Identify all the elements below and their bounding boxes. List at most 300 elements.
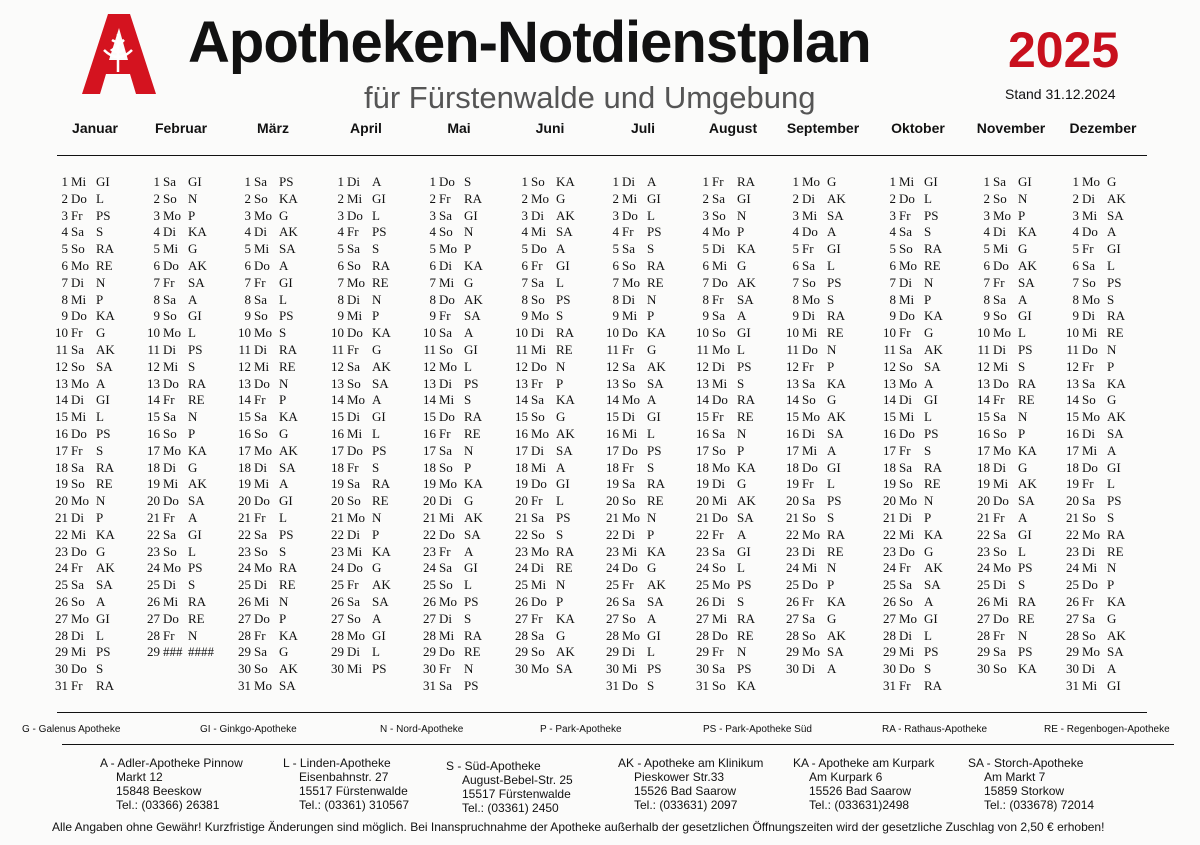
pharmacy-code: PS xyxy=(556,509,571,525)
pharmacy-code: RE xyxy=(279,577,296,593)
day-row xyxy=(779,476,846,493)
pharmacy-code: L xyxy=(96,190,104,206)
day-number: 17 xyxy=(423,442,436,458)
day-row xyxy=(48,258,115,275)
day-number: 31 xyxy=(696,677,709,693)
day-row xyxy=(876,476,943,493)
weekday: Di xyxy=(254,224,267,240)
weekday: Do xyxy=(622,560,638,576)
day-row xyxy=(970,460,1037,477)
day-row xyxy=(508,443,575,460)
pharmacy-code: AK xyxy=(279,442,298,458)
weekday: Mo xyxy=(254,677,273,693)
day-row xyxy=(508,409,575,426)
day-row xyxy=(779,308,846,325)
weekday: So xyxy=(531,174,545,189)
weekday: Do xyxy=(347,207,363,223)
pharmacy-code: L xyxy=(924,409,932,425)
pharmacy-code: N xyxy=(737,207,747,223)
pharmacy-code: S xyxy=(1107,291,1115,307)
weekday: Sa xyxy=(347,358,360,374)
pharmacy-code: P xyxy=(372,308,380,324)
pharmacy-code: GI xyxy=(279,493,293,509)
pharmacy-code: L xyxy=(924,190,932,206)
day-number: 17 xyxy=(786,442,799,458)
day-number: 1 xyxy=(244,174,251,189)
day-number: 23 xyxy=(1066,543,1079,559)
weekday: Mo xyxy=(802,291,821,307)
day-row xyxy=(779,544,846,561)
day-row xyxy=(48,628,115,645)
day-number: 19 xyxy=(238,476,251,492)
day-number: 5 xyxy=(612,241,619,257)
page-title: Apotheken-Notdienstplan xyxy=(188,10,871,75)
day-row xyxy=(599,174,666,191)
pharmacy-code: S xyxy=(372,459,380,475)
weekday: Mo xyxy=(802,644,821,660)
weekday: Fr xyxy=(993,392,1005,408)
day-number: 4 xyxy=(889,224,896,240)
day-number: 16 xyxy=(883,425,896,441)
day-number: 29 xyxy=(423,644,436,660)
pharmacy-code: RE xyxy=(924,257,941,273)
weekday: Mo xyxy=(802,526,821,542)
pharmacy-code: RA xyxy=(924,459,943,475)
day-number: 13 xyxy=(883,375,896,391)
day-row xyxy=(970,644,1037,661)
day-row xyxy=(779,594,846,611)
pharmacy-code: RE xyxy=(556,560,573,576)
day-row xyxy=(689,460,756,477)
pharmacy-code: PS xyxy=(464,677,479,693)
day-number: 18 xyxy=(55,459,68,475)
day-number: 1 xyxy=(889,174,896,189)
day-row xyxy=(416,611,483,628)
day-number: 15 xyxy=(515,409,528,425)
weekday: Do xyxy=(802,459,818,475)
weekday: Mo xyxy=(1082,644,1101,660)
weekday: Fr xyxy=(1082,593,1094,609)
day-number: 11 xyxy=(331,341,344,357)
weekday: So xyxy=(254,308,268,324)
day-number: 13 xyxy=(423,375,436,391)
pharmacy-code: SA xyxy=(279,241,296,257)
pharmacy-code: PS xyxy=(372,442,387,458)
day-row xyxy=(970,342,1037,359)
legend-top-rule xyxy=(57,712,1147,713)
day-row xyxy=(876,325,943,342)
pharmacy-code: G xyxy=(96,543,106,559)
day-row xyxy=(48,678,115,695)
day-row xyxy=(779,426,846,443)
day-row xyxy=(508,594,575,611)
day-row xyxy=(324,460,391,477)
pharmacy-code: AK xyxy=(1018,257,1037,273)
pharmacy-code: P xyxy=(96,509,104,525)
pharmacy-code: N xyxy=(464,224,474,240)
pharmacy-code: RE xyxy=(827,543,844,559)
day-number: 28 xyxy=(696,627,709,643)
weekday: Sa xyxy=(439,207,452,223)
day-row xyxy=(689,628,756,645)
day-row xyxy=(48,644,115,661)
day-number: 28 xyxy=(1066,627,1079,643)
weekday: Do xyxy=(802,224,818,240)
pharmacy-code: KA xyxy=(924,526,943,542)
pharmacy-code: SA xyxy=(279,459,296,475)
weekday: Do xyxy=(163,375,179,391)
day-row xyxy=(48,560,115,577)
pharmacy-code: PS xyxy=(737,577,752,593)
day-number: 20 xyxy=(977,493,990,509)
pharmacy-card-storch xyxy=(968,756,1094,812)
weekday: Fr xyxy=(254,627,266,643)
pharmacy-code: G xyxy=(372,341,382,357)
day-number: 25 xyxy=(696,577,709,593)
pharmacy-code: RE xyxy=(1018,392,1035,408)
weekday: Mo xyxy=(347,509,366,525)
day-number: 15 xyxy=(883,409,896,425)
day-number: 3 xyxy=(792,207,799,223)
day-row xyxy=(970,476,1037,493)
day-number: 15 xyxy=(55,409,68,425)
pharmacy-code: GI xyxy=(924,392,938,408)
day-number: 18 xyxy=(1066,459,1079,475)
pharmacy-code: P xyxy=(464,459,472,475)
weekday: Fr xyxy=(531,610,543,626)
day-number: 3 xyxy=(702,207,709,223)
stand-date: Stand 31.12.2024 xyxy=(1005,86,1116,102)
weekday: Mi xyxy=(163,241,179,257)
weekday: Sa xyxy=(622,358,635,374)
day-row xyxy=(689,191,756,208)
day-row xyxy=(416,392,483,409)
day-row xyxy=(876,208,943,225)
day-row xyxy=(416,460,483,477)
day-row xyxy=(970,275,1037,292)
pharmacy-code: G xyxy=(1018,459,1028,475)
day-row xyxy=(970,527,1037,544)
weekday: Mi xyxy=(712,610,728,626)
day-row xyxy=(779,493,846,510)
weekday: Do xyxy=(163,493,179,509)
day-number: 4 xyxy=(612,224,619,240)
pharmacy-city: 15526 Bad Saarow xyxy=(809,784,912,798)
day-row xyxy=(876,628,943,645)
weekday: Mi xyxy=(622,425,638,441)
pharmacy-code: G xyxy=(924,543,934,559)
day-row xyxy=(876,224,943,241)
weekday: Mo xyxy=(71,493,90,509)
pharmacy-code: A xyxy=(647,392,657,408)
day-number: 21 xyxy=(883,509,896,525)
pharmacy-name: L - Linden-Apotheke xyxy=(283,756,391,770)
day-number: 29 xyxy=(696,644,709,660)
day-row xyxy=(324,644,391,661)
day-row xyxy=(1059,443,1126,460)
pharmacy-code: L xyxy=(1018,543,1026,559)
pharmacy-code: RE xyxy=(464,425,481,441)
day-row xyxy=(689,661,756,678)
day-number: 24 xyxy=(147,560,160,576)
day-row xyxy=(324,308,391,325)
month-column-mai xyxy=(416,174,483,695)
day-row xyxy=(231,527,298,544)
weekday: Fr xyxy=(622,459,634,475)
pharmacy-code: KA xyxy=(1018,442,1037,458)
day-row xyxy=(876,544,943,561)
day-row xyxy=(599,544,666,561)
pharmacy-code: P xyxy=(1107,577,1115,593)
weekday: Do xyxy=(622,442,638,458)
pharmacy-code: AK xyxy=(96,560,115,576)
weekday: Mi xyxy=(71,526,87,542)
weekday: Di xyxy=(622,174,635,189)
weekday: Mo xyxy=(712,459,731,475)
weekday: Do xyxy=(993,375,1009,391)
day-row xyxy=(779,510,846,527)
legend-bottom-rule xyxy=(62,744,1174,745)
legend-item-re: RE - Regenbogen-Apotheke xyxy=(1044,724,1170,735)
day-number: 26 xyxy=(1066,593,1079,609)
pharmacy-code: S xyxy=(737,593,745,609)
day-row xyxy=(876,191,943,208)
day-row xyxy=(140,577,214,594)
day-row xyxy=(599,359,666,376)
day-number: 15 xyxy=(786,409,799,425)
weekday: Mo xyxy=(163,442,182,458)
weekday: Di xyxy=(712,593,725,609)
day-number: 6 xyxy=(792,257,799,273)
pharmacy-code: S xyxy=(924,661,932,677)
day-number: 5 xyxy=(889,241,896,257)
day-row xyxy=(140,376,214,393)
weekday: Mi xyxy=(622,190,638,206)
pharmacy-code: PS xyxy=(188,560,203,576)
day-number: 1 xyxy=(1072,174,1079,189)
weekday: Mi xyxy=(163,593,179,609)
day-number: 22 xyxy=(1066,526,1079,542)
day-number: 15 xyxy=(147,409,160,425)
weekday: Mi xyxy=(1082,442,1098,458)
pharmacy-code: SA xyxy=(372,593,389,609)
day-row xyxy=(324,409,391,426)
day-number: 24 xyxy=(515,560,528,576)
day-row xyxy=(416,628,483,645)
day-row xyxy=(48,527,115,544)
day-row xyxy=(324,577,391,594)
day-row xyxy=(416,443,483,460)
weekday: Mi xyxy=(439,274,455,290)
pharmacy-code: KA xyxy=(737,677,756,693)
weekday: Do xyxy=(1082,577,1098,593)
pharmacy-name: A - Adler-Apotheke Pinnow xyxy=(100,756,243,770)
day-row xyxy=(231,174,298,191)
pharmacy-code: L xyxy=(647,425,655,441)
pharmacy-code: GI xyxy=(1018,174,1032,189)
day-row xyxy=(324,258,391,275)
day-row xyxy=(599,443,666,460)
day-number: 7 xyxy=(792,274,799,290)
day-number: 31 xyxy=(1066,677,1079,693)
day-row xyxy=(416,292,483,309)
day-number: 30 xyxy=(423,661,436,677)
day-number: 3 xyxy=(61,207,68,223)
day-row xyxy=(1059,174,1126,191)
pharmacy-code: A xyxy=(188,509,198,525)
pharmacy-code: RA xyxy=(556,325,575,341)
pharmacy-code: RA xyxy=(924,241,943,257)
pharmacy-code: L xyxy=(372,207,380,223)
day-number: 16 xyxy=(331,425,344,441)
day-number: 22 xyxy=(786,526,799,542)
day-number: 19 xyxy=(423,476,436,492)
pharmacy-code: AK xyxy=(924,560,943,576)
day-number: 21 xyxy=(606,509,619,525)
pharmacy-code: P xyxy=(827,358,835,374)
pharmacy-code: N xyxy=(924,274,934,290)
day-row xyxy=(140,527,214,544)
day-row xyxy=(1059,476,1126,493)
weekday: So xyxy=(1082,627,1096,643)
pharmacy-code: PS xyxy=(924,207,939,223)
weekday: Di xyxy=(531,560,544,576)
weekday: Mo xyxy=(531,661,550,677)
day-number: 26 xyxy=(423,593,436,609)
weekday: Fr xyxy=(1082,358,1094,374)
pharmacy-code: AK xyxy=(279,224,298,240)
day-row xyxy=(324,392,391,409)
pharmacy-code: N xyxy=(464,661,474,677)
weekday: Fr xyxy=(254,392,266,408)
day-row xyxy=(1059,594,1126,611)
weekday: Do xyxy=(71,308,87,324)
weekday: Fr xyxy=(622,224,634,240)
day-number: 28 xyxy=(238,627,251,643)
day-number: 14 xyxy=(423,392,436,408)
day-row xyxy=(876,359,943,376)
weekday: Sa xyxy=(71,459,84,475)
weekday: Mo xyxy=(712,577,731,593)
day-row xyxy=(689,392,756,409)
pharmacy-code: A xyxy=(372,610,382,626)
pharmacy-code: N xyxy=(647,509,657,525)
day-number: 31 xyxy=(55,677,68,693)
day-number: 8 xyxy=(792,291,799,307)
pharmacy-code: S xyxy=(279,325,287,341)
day-row xyxy=(689,611,756,628)
pharmacy-phone: Tel.: (033678) 72014 xyxy=(984,798,1095,812)
day-row xyxy=(416,644,483,661)
weekday: Di xyxy=(163,459,176,475)
weekday: Fr xyxy=(347,224,359,240)
day-row xyxy=(876,594,943,611)
day-number: 17 xyxy=(883,442,896,458)
day-row xyxy=(779,275,846,292)
day-row xyxy=(231,443,298,460)
pharmacy-code: PS xyxy=(827,493,842,509)
day-row xyxy=(970,493,1037,510)
day-number: 10 xyxy=(883,325,896,341)
pharmacy-code: A xyxy=(1107,442,1117,458)
month-column-maerz xyxy=(231,174,298,695)
pharmacy-code: RA xyxy=(827,308,846,324)
day-row xyxy=(231,241,298,258)
pharmacy-code: RA xyxy=(464,409,483,425)
day-number: 6 xyxy=(153,257,160,273)
day-row xyxy=(876,292,943,309)
weekday: Di xyxy=(622,409,635,425)
weekday: Di xyxy=(899,509,912,525)
weekday: Fr xyxy=(71,442,83,458)
day-number: 14 xyxy=(1066,392,1079,408)
day-row xyxy=(1059,325,1126,342)
weekday: Do xyxy=(71,661,87,677)
day-row xyxy=(48,594,115,611)
day-row xyxy=(779,241,846,258)
pharmacy-code: RA xyxy=(96,459,115,475)
pharmacy-code: GI xyxy=(737,325,751,341)
day-row xyxy=(231,611,298,628)
pharmacy-code: RE xyxy=(188,392,205,408)
day-row xyxy=(48,577,115,594)
weekday: Fr xyxy=(439,190,451,206)
day-row xyxy=(689,476,756,493)
weekday: Sa xyxy=(531,274,544,290)
day-number: 4 xyxy=(429,224,436,240)
day-number: 2 xyxy=(612,190,619,206)
day-number: 25 xyxy=(1066,577,1079,593)
day-row xyxy=(231,359,298,376)
pharmacy-code: GI xyxy=(924,610,938,626)
day-number: 2 xyxy=(429,190,436,206)
day-row xyxy=(508,325,575,342)
weekday: Do xyxy=(622,325,638,341)
pharmacy-code: PS xyxy=(1107,493,1122,509)
day-row xyxy=(689,308,756,325)
pharmacy-code: S xyxy=(464,392,472,408)
weekday: Mi xyxy=(899,291,915,307)
pharmacy-code: KA xyxy=(1107,593,1126,609)
day-row xyxy=(970,359,1037,376)
day-row xyxy=(876,342,943,359)
day-number: 24 xyxy=(977,560,990,576)
weekday: Mi xyxy=(993,241,1009,257)
weekday: Mi xyxy=(254,241,270,257)
day-number: 29 xyxy=(883,644,896,660)
weekday: So xyxy=(71,476,85,492)
day-number: 16 xyxy=(696,425,709,441)
pharmacy-code: G xyxy=(924,325,934,341)
weekday: Do xyxy=(163,257,179,273)
weekday: Mi xyxy=(531,459,547,475)
day-row xyxy=(231,392,298,409)
day-number: 30 xyxy=(606,661,619,677)
day-row xyxy=(689,174,756,191)
weekday: Mi xyxy=(622,661,638,677)
day-number: 30 xyxy=(238,661,251,677)
pharmacy-code: P xyxy=(924,291,932,307)
weekday: Sa xyxy=(712,308,725,324)
weekday: Do xyxy=(71,190,87,206)
weekday: Di xyxy=(531,207,544,223)
day-number: 31 xyxy=(606,677,619,693)
day-row xyxy=(970,258,1037,275)
pharmacy-code: A xyxy=(1018,509,1028,525)
weekday: Sa xyxy=(899,577,912,593)
day-number: 22 xyxy=(696,526,709,542)
day-number: 15 xyxy=(238,409,251,425)
